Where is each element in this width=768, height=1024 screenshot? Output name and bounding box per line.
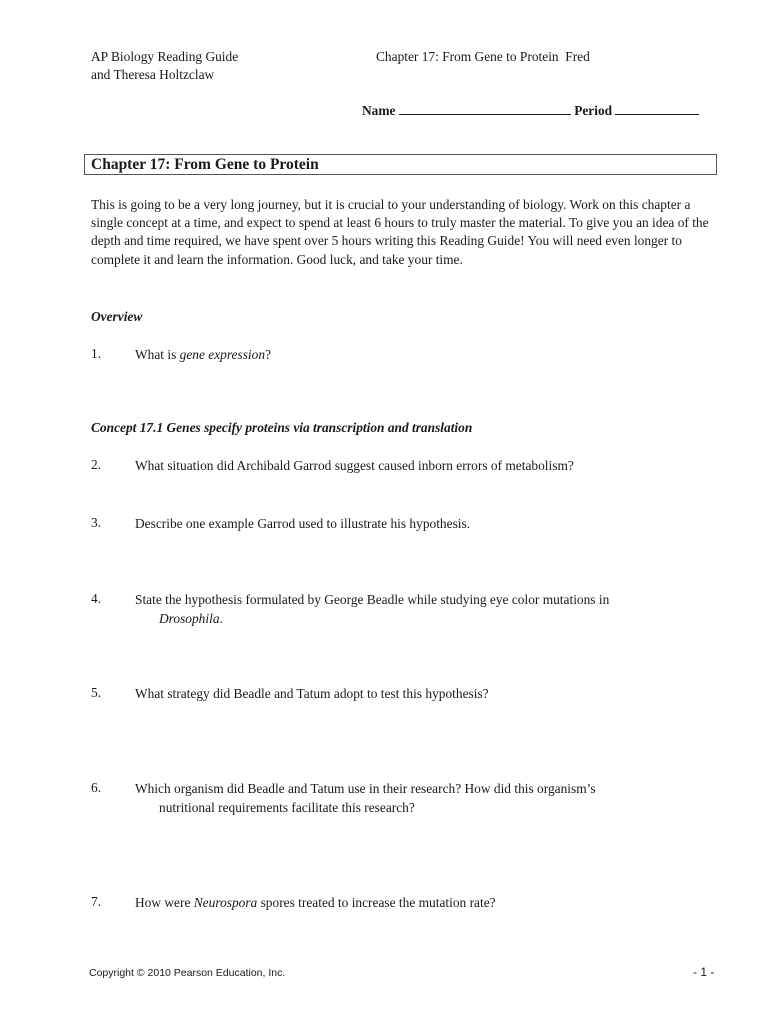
header-course-line1: AP Biology Reading Guide <box>91 49 239 64</box>
name-period-line <box>362 102 699 119</box>
question-7-pre: How were <box>135 895 194 910</box>
question-1-number: 1. <box>91 346 102 361</box>
chapter-title-box <box>84 154 717 175</box>
question-6-number: 6. <box>91 780 102 795</box>
question-4-term: Drosophila <box>159 610 220 626</box>
period-label: Period <box>574 103 613 118</box>
question-1-pre: What is <box>135 347 180 362</box>
question-7-number: 7. <box>91 894 102 909</box>
question-5-number: 5. <box>91 685 102 700</box>
question-4-text <box>135 591 609 628</box>
question-4-number: 4. <box>91 591 102 606</box>
question-7-term: Neurospora <box>193 895 258 910</box>
question-4-line2 <box>135 610 609 629</box>
question-6-text <box>135 780 596 817</box>
name-label: Name <box>362 103 396 118</box>
intro-paragraph: This is going to be a very long journey, but it is crucial to your understanding of biology. Work on this chapter a single concept at a time, and expect to spend at least 6 hours to truly master the material. To give you an idea of the depth and time required, we have spent over 5 hours writing this Reading Guide! You will need even longer to complete it and learn the information. Good luck, and take your time. <box>91 197 709 267</box>
question-7-post: spores treated to increase the mutation rate? <box>257 895 496 910</box>
header-chapter: Chapter 17: From Gene to Protein Fred <box>376 49 590 64</box>
question-4-post: . <box>219 610 223 626</box>
chapter-title: Chapter 17: From Gene to Protein <box>91 156 319 173</box>
copyright-footer: Copyright © 2010 Pearson Education, Inc. <box>89 967 286 979</box>
question-2-number: 2. <box>91 457 102 472</box>
question-6-line1: Which organism did Beadle and Tatum use in their research? How did this organism’s <box>135 781 596 796</box>
question-2-text: What situation did Archibald Garrod suggest caused inborn errors of metabolism? <box>135 458 574 473</box>
question-3-number: 3. <box>91 515 102 530</box>
question-5-text: What strategy did Beadle and Tatum adopt to test this hypothesis? <box>135 686 489 701</box>
period-blank[interactable] <box>615 102 699 115</box>
question-1-post: ? <box>265 347 271 362</box>
overview-heading: Overview <box>91 309 143 324</box>
header-course-line2: and Theresa Holtzclaw <box>91 67 215 82</box>
header-course-info <box>91 48 238 84</box>
question-4-line1: State the hypothesis formulated by George Beadle while studying eye color mutations in <box>135 592 610 607</box>
question-6-line2: nutritional requirements facilitate this research? <box>159 799 415 815</box>
page-number: - 1 - <box>693 965 715 979</box>
question-7-text <box>135 894 496 913</box>
name-blank[interactable] <box>399 102 571 115</box>
question-1-term: gene expression <box>179 347 266 362</box>
concept-17-1-heading: Concept 17.1 Genes specify proteins via transcription and translation <box>91 420 473 435</box>
question-1-text <box>135 346 271 365</box>
question-3-text: Describe one example Garrod used to illustrate his hypothesis. <box>135 516 471 531</box>
